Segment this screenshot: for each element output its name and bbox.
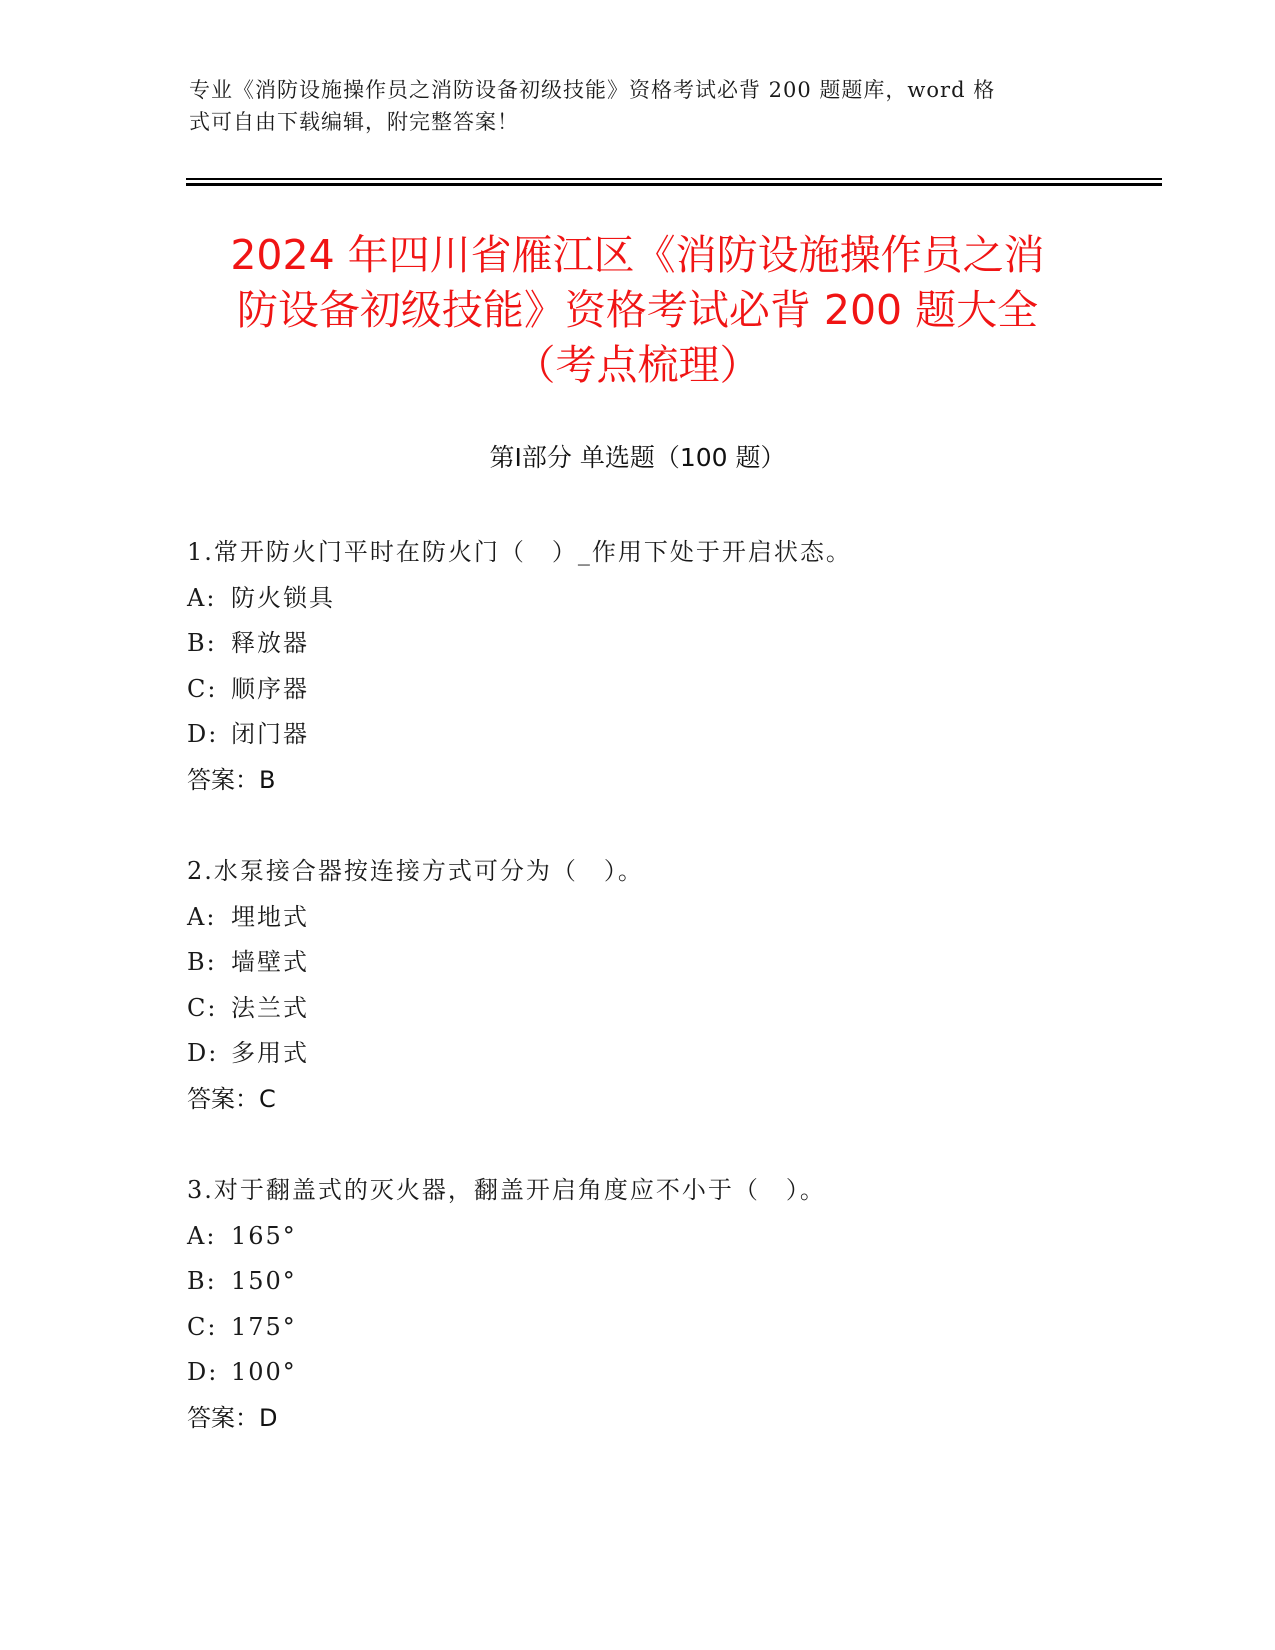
question-stem: 1.常开防火门平时在防火门（ ）_作用下处于开启状态。 (187, 538, 852, 566)
header-note (189, 74, 1089, 138)
question-stem: 2.水泵接合器按连接方式可分为（ ）。 (187, 857, 644, 885)
option-a (187, 895, 1147, 941)
option-text: 墙壁式 (231, 948, 309, 976)
option-b (187, 621, 1147, 667)
option-c (187, 667, 1147, 713)
document-title-line-3: （考点梳理） (514, 341, 761, 389)
option-text: 150° (231, 1267, 297, 1295)
option-b (187, 940, 1147, 986)
option-key: C: (187, 674, 218, 703)
option-b (187, 1259, 1147, 1305)
section-heading: 第Ⅰ部分 单选题（100 题） (489, 443, 786, 472)
option-a (187, 576, 1147, 622)
option-key: A: (187, 902, 217, 931)
option-key: C: (187, 993, 218, 1022)
option-key: C: (187, 1312, 218, 1341)
question-2 (187, 849, 1147, 1122)
option-text: 100° (231, 1358, 297, 1386)
document-title (150, 228, 1125, 393)
option-c (187, 1305, 1147, 1351)
option-key: B: (187, 1267, 217, 1295)
option-d (187, 1350, 1147, 1396)
option-text: 防火锁具 (231, 583, 335, 612)
option-text: 埋地式 (231, 902, 309, 931)
question-3 (187, 1168, 1147, 1441)
option-key: D: (187, 720, 219, 748)
option-key: D: (187, 1039, 219, 1067)
question-1 (187, 530, 1147, 803)
option-a (187, 1214, 1147, 1260)
option-text: 释放器 (231, 629, 309, 657)
answer-line: 答案：B (187, 765, 276, 794)
option-key: A: (187, 583, 217, 612)
option-key: D: (187, 1358, 219, 1386)
option-c (187, 986, 1147, 1032)
document-title-line-2: 防设备初级技能》资格考试必背 200 题大全 (236, 286, 1039, 334)
header-divider-thin (186, 178, 1162, 180)
option-key: B: (187, 948, 217, 976)
answer-line: 答案：D (187, 1403, 278, 1432)
option-text: 多用式 (231, 1039, 309, 1067)
answer-line: 答案：C (187, 1084, 276, 1113)
option-text: 闭门器 (231, 720, 309, 748)
option-text: 175° (231, 1312, 297, 1341)
option-d (187, 712, 1147, 758)
document-title-line-1: 2024 年四川省雁江区《消防设施操作员之消 (230, 231, 1045, 279)
header-note-line-2: 式可自由下载编辑，附完整答案！ (189, 110, 519, 134)
option-d (187, 1031, 1147, 1077)
option-text: 165° (231, 1221, 297, 1250)
option-text: 顺序器 (231, 674, 309, 703)
header-note-line-1: 专业《消防设施操作员之消防设备初级技能》资格考试必背 200 题题库，word 格 (189, 78, 996, 102)
option-key: A: (187, 1221, 217, 1250)
header-divider-thick (186, 183, 1162, 186)
option-key: B: (187, 629, 217, 657)
question-stem: 3.对于翻盖式的灭火器，翻盖开启角度应不小于（ ）。 (187, 1176, 826, 1204)
option-text: 法兰式 (231, 993, 309, 1022)
question-list (187, 530, 1147, 1487)
